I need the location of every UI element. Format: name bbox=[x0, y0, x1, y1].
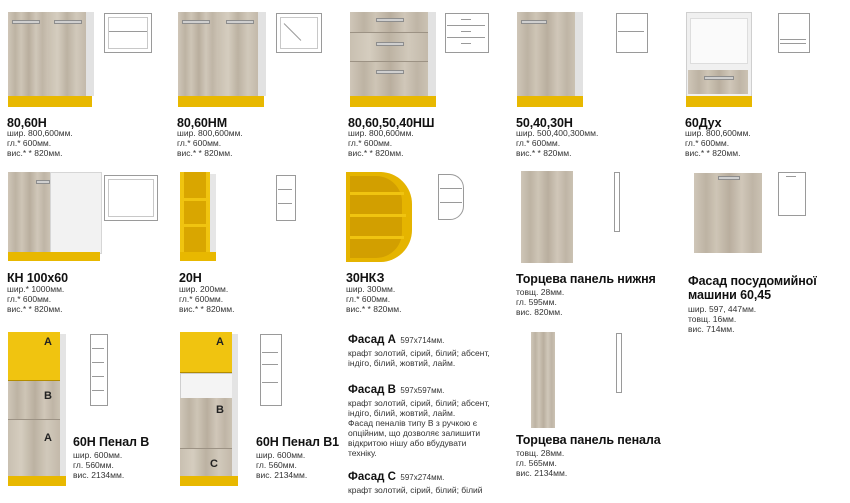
dishwasher-facade-image bbox=[694, 173, 762, 253]
facade-size: 597x714мм. bbox=[400, 336, 445, 345]
item-specs: шир. 800,600мм. гл.* 600мм. вис.* * 820мм. bbox=[685, 128, 751, 158]
item-title-second-line: машини 60,45 bbox=[688, 288, 771, 302]
item-title: Торцева панель нижня bbox=[516, 272, 656, 286]
item-specs: шир. 800,600мм. гл.* 600мм. вис.* * 820мм. bbox=[348, 128, 414, 158]
item-specs: шир. 800,600мм. гл.* 600мм. вис.* * 820мм. bbox=[177, 128, 243, 158]
item-specs: шир. 300мм. гл.* 600мм. вис.* * 820мм. bbox=[346, 284, 402, 314]
cabinet-drawers-sketch bbox=[445, 13, 493, 53]
facade-desc-line: крафт золотий, сірий, білий; білий bbox=[348, 485, 483, 495]
tall-cabinet-b-image bbox=[6, 330, 68, 490]
facade-desc-line: індіго, білий, жовтий, лайм. bbox=[348, 358, 456, 368]
item-specs: шир. 600мм. гл. 560мм. вис. 2134мм. bbox=[73, 450, 125, 480]
end-panel-tall-image bbox=[531, 332, 555, 428]
facade-c-block bbox=[348, 467, 518, 495]
item-title: Фасад посудомийної bbox=[688, 274, 817, 288]
item-title: 60Дух bbox=[685, 116, 722, 130]
item-specs: шир. 600мм. гл. 560мм. вис. 2134мм. bbox=[256, 450, 308, 480]
item-title: 60Н Пенал B1 bbox=[256, 435, 340, 449]
cabinet-80-60n-image bbox=[6, 10, 94, 108]
facade-desc-line: крафт золотий, сірий, білий; абсент, bbox=[348, 398, 490, 408]
facade-title: Фасад А bbox=[348, 334, 396, 346]
facade-letter-b: B bbox=[216, 404, 224, 416]
facade-b-block bbox=[348, 380, 518, 458]
corner-cabinet-image bbox=[6, 170, 106, 266]
facade-letter-c: C bbox=[210, 458, 218, 470]
cabinet-drawers-image bbox=[348, 10, 438, 108]
item-specs: шир. 800,600мм. гл.* 600мм. вис.* * 820мм. bbox=[7, 128, 73, 158]
facade-title: Фасад С bbox=[348, 471, 396, 483]
facade-desc-line: крафт золотий, сірий, білий; абсент, bbox=[348, 348, 490, 358]
facade-letter-b: B bbox=[44, 390, 52, 402]
item-specs: шир. 500,400,300мм. гл.* 600мм. вис.* * 820мм. bbox=[516, 128, 599, 158]
tall-cabinet-b1-image bbox=[178, 330, 240, 490]
corner-cabinet-sketch bbox=[104, 175, 162, 221]
facade-note-line: відкритою нішу або вбудувати bbox=[348, 438, 467, 448]
facade-note-line: техніку. bbox=[348, 448, 377, 458]
oven-cabinet-image bbox=[684, 10, 754, 108]
item-title: 80,60Н bbox=[7, 116, 47, 130]
facade-letter-a: A bbox=[44, 336, 52, 348]
end-shelf-cabinet-image bbox=[344, 170, 416, 266]
item-specs: шир. 597, 447мм. товщ. 16мм. вис. 714мм. bbox=[688, 304, 757, 334]
item-specs: товщ. 28мм. гл. 595мм. вис. 820мм. bbox=[516, 287, 565, 317]
item-specs: шир. 200мм. гл.* 600мм. вис.* * 820мм. bbox=[179, 284, 235, 314]
item-title: 20Н bbox=[179, 271, 202, 285]
item-title: 80,60НМ bbox=[177, 116, 228, 130]
item-title: 50,40,30Н bbox=[516, 116, 573, 130]
facade-letter-a2: A bbox=[44, 432, 52, 444]
tall-cabinet-b-sketch bbox=[90, 334, 110, 406]
end-panel-lower-image bbox=[521, 171, 573, 263]
dishwasher-facade-sketch bbox=[778, 172, 808, 218]
cabinet-80-60nm-sketch bbox=[276, 13, 324, 53]
item-title: Торцева панель пенала bbox=[516, 433, 661, 447]
cabinet-80-60n-sketch bbox=[104, 13, 152, 53]
cabinet-50-40-30n-sketch bbox=[616, 13, 650, 53]
end-panel-tall-sketch bbox=[616, 333, 624, 393]
dishwasher-facade-handle bbox=[718, 176, 740, 180]
facade-note-line: опційним, що дозволяє залишити bbox=[348, 428, 481, 438]
end-panel-lower-sketch bbox=[614, 172, 622, 232]
tall-cabinet-b1-sketch bbox=[260, 334, 284, 406]
item-title: 60Н Пенал B bbox=[73, 435, 150, 449]
facade-a-block bbox=[348, 330, 518, 368]
item-title: КН 100х60 bbox=[7, 271, 68, 285]
facade-desc-line: індіго, білий, жовтий, лайм. bbox=[348, 408, 456, 418]
cabinet-50-40-30n-image bbox=[515, 10, 585, 108]
narrow-shelf-cabinet-image bbox=[178, 170, 220, 266]
end-shelf-sketch bbox=[438, 174, 468, 222]
item-title: 80,60,50,40НШ bbox=[348, 116, 435, 130]
facade-size: 597x597мм. bbox=[400, 386, 445, 395]
oven-cabinet-sketch bbox=[778, 13, 812, 53]
item-specs: товщ. 28мм. гл. 565мм. вис. 2134мм. bbox=[516, 448, 568, 478]
item-title: 30НКЗ bbox=[346, 271, 385, 285]
cabinet-80-60nm-image bbox=[176, 10, 268, 108]
item-specs: шир.* 1000мм. гл.* 600мм. вис.* * 820мм. bbox=[7, 284, 65, 314]
facade-title: Фасад В bbox=[348, 384, 396, 396]
facade-letter-a: A bbox=[216, 336, 224, 348]
facade-note-line: Фасад пеналів типу В з ручкою є bbox=[348, 418, 478, 428]
narrow-shelf-sketch bbox=[276, 175, 298, 221]
facade-size: 597x274мм. bbox=[400, 473, 445, 482]
